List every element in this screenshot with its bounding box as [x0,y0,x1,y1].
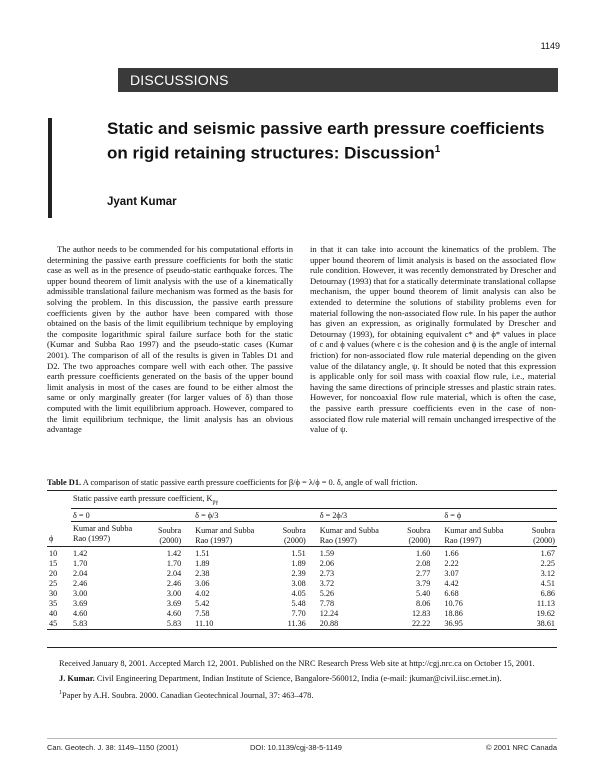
value-cell: 3.69 [166,598,182,608]
value-cell: 5.83 [73,618,88,628]
value-cell: 6.68 [444,588,459,598]
value-cell: 2.04 [166,568,182,578]
value-cell: 7.70 [291,608,306,618]
value-cell: 3.12 [540,568,555,578]
value-cell: 3.00 [166,588,182,598]
section-label: DISCUSSIONS [130,72,229,88]
value-cell: 12.83 [411,608,431,618]
col-header-kumar: Kumar and Subba Rao (1997) [195,525,255,545]
phi-cell: 15 [49,558,58,568]
group-header: δ = ϕ [432,508,557,521]
value-cell: 1.42 [166,548,182,558]
value-cell: 6.86 [540,588,555,598]
table-d1 [47,490,557,630]
value-cell: 4.42 [444,578,459,588]
footer-divider [47,738,557,739]
value-cell: 5.42 [195,598,210,608]
value-cell: 2.39 [291,568,306,578]
footer-journal: Can. Geotech. J. 38: 1149–1150 (2001) [47,743,179,752]
article-title [107,118,547,164]
value-cell: 1.59 [319,548,335,558]
phi-header: ϕ [49,533,54,543]
col-header-kumar: Kumar and Subba Rao (1997) [73,523,133,543]
value-cell: 3.06 [195,578,210,588]
col-header-kumar: Kumar and Subba Rao (1997) [444,525,504,545]
table-row [47,546,557,559]
footer-copyright: © 2001 NRC Canada [486,743,557,752]
value-cell: 2.73 [319,568,335,578]
table-caption-text: A comparison of static passive earth pressure coefficients for β/ϕ = λ/ϕ = 0. δ, angle of wall friction. [82,478,418,487]
value-cell: 1.70 [166,558,182,568]
value-cell: 1.51 [195,548,210,558]
author-name: Jyant Kumar [107,196,177,208]
value-cell: 4.02 [195,588,210,598]
section-banner [118,68,558,92]
value-cell: 3.72 [319,578,335,588]
value-cell: 7.58 [195,608,210,618]
col-header-kumar: Kumar and Subba Rao (1997) [319,525,379,545]
phi-cell: 25 [49,578,58,588]
value-cell: 1.66 [444,548,459,558]
col-header-soubra: Soubra (2000) [531,525,555,545]
value-cell: 2.46 [166,578,182,588]
value-cell: 2.06 [319,558,335,568]
value-cell: 36.95 [444,618,463,628]
value-cell: 2.04 [73,568,88,578]
table-row [47,569,557,579]
value-cell: 11.36 [287,618,306,628]
value-cell: 11.13 [536,598,555,608]
value-cell: 3.07 [444,568,459,578]
phi-cell: 20 [49,568,58,578]
table-super-header: Static passive earth pressure coefficient, $K_{p\gamma}$ [71,491,557,509]
value-cell: 4.51 [540,578,555,588]
group-header: δ = 2ϕ/3 [308,508,433,521]
affiliation-note: J. Kumar. Civil Engineering Department, Indian Institute of Science, Bangalore-560012, India (e-mail: jkumar@civil.iisc.ernet.in). [59,674,502,683]
table-row [47,619,557,630]
value-cell: 4.60 [166,608,182,618]
table-row [47,599,557,609]
page-number: 1149 [540,41,560,51]
phi-cell: 30 [49,588,58,598]
value-cell: 18.86 [444,608,463,618]
value-cell: 2.22 [444,558,459,568]
table-label: Table D1. [47,478,82,487]
title-footnote-mark: 1 [434,144,441,155]
value-cell: 20.88 [319,618,339,628]
value-cell: 1.60 [416,548,431,558]
value-cell: 2.46 [73,578,88,588]
col-header-soubra: Soubra (2000) [282,525,306,545]
table-row [47,559,557,569]
value-cell: 19.62 [536,608,555,618]
table-row [47,579,557,589]
footer-doi: DOI: 10.1139/cgj-38-5-1149 [250,743,342,752]
table-row [47,589,557,599]
value-cell: 1.89 [195,558,210,568]
value-cell: 2.25 [540,558,555,568]
value-cell: 10.76 [444,598,463,608]
value-cell: 5.48 [291,598,306,608]
value-cell: 2.08 [416,558,431,568]
table-row [47,609,557,619]
col-header-soubra: Soubra (2000) [157,525,182,545]
value-cell: 4.60 [73,608,88,618]
title-accent-bar [48,118,52,218]
value-cell: 4.05 [291,588,306,598]
value-cell: 5.83 [166,618,182,628]
value-cell: 2.77 [416,568,431,578]
value-cell: 22.22 [411,618,431,628]
body-column-right: in that it can take into account the kinematics of the problem. The upper bound theorem of limit analysis is based on the associated flow rule condition. However, it was recently demonstrated by Drescher and Detournay (1993) that for a statically determinate translational collapse mechanism, the upper bound theorem of limit analysis can also be extended to determine the solutions of stability problems even for material following the non-associated flow rule. In his paper the author has given an expression, as originally formulated by Drescher and Detournay (1993), for obtaining equivalent c* and ϕ* values in place of c and ϕ values (where c is the cohesion and ϕ is the angle of internal friction) for non-associated flow rule material depending on the given value of the dilatancy angle, ψ. It should be noted that this expression is applicable only for soil mass with coaxial flow rule, i.e., material having the same directions of principle stresses and plastic strain rates. However, for noncoaxial flow rule material, which is often the case, the passive earth pressure coefficients even in the case of non-associated flow rule material will remain unchanged irrespective of the value of ψ. [310,244,556,435]
phi-cell: 10 [49,548,58,558]
value-cell: 7.78 [319,598,335,608]
group-header: δ = 0 [71,508,183,521]
value-cell: 2.38 [195,568,210,578]
value-cell: 38.61 [536,618,555,628]
phi-cell: 40 [49,608,58,618]
phi-cell: 35 [49,598,58,608]
value-cell: 11.10 [195,618,214,628]
value-cell: 1.70 [73,558,88,568]
value-cell: 12.24 [319,608,339,618]
value-cell: 1.67 [540,548,555,558]
table-caption [47,478,557,487]
article-notes [47,647,557,705]
value-cell: 1.51 [291,548,306,558]
group-header: δ = ϕ/3 [183,508,308,521]
value-cell: 3.00 [73,588,88,598]
table-body [47,546,557,629]
value-cell: 8.06 [416,598,431,608]
footnote: $^1$Paper by A.H. Soubra. 2000. Canadian Geotechnical Journal, 37: 463–478. [59,690,314,700]
value-cell: 1.89 [291,558,306,568]
value-cell: 3.79 [416,578,431,588]
value-cell: 3.08 [291,578,306,588]
value-cell: 3.69 [73,598,88,608]
col-header-soubra: Soubra (2000) [407,525,431,545]
phi-cell: 45 [49,618,58,628]
body-column-left: The author needs to be commended for his computational efforts in determining the passive earth pressure coefficients for both the static case as well as in the presence of pseudo-static earthquake forces. The upper bound theorem of limit analysis with the use of a kinematically admissible translational failure mechanism was formed as the basis for solving the problem. In this discussion, the passive earth pressure coefficients given by the author have been compared with those obtained on the basis of the limit equilibrium technique by employing the composite logarithmic spiral failure surface both for the static (Kumar and Subba Rao 1997) and the pseudo-static cases (Kumar 2001). The comparison of all of the results is given in Tables D1 and D2. The two approaches compare well with each other. The passive earth pressure coefficients generated on the basis of the upper bound limit analysis in most of the cases are found to be either almost the same or only marginally greater (for larger values of δ) than those computed with the limit equilibrium approach. However, compared to the limit equilibrium technique, the limit analysis has an obvious advantage [47,244,293,435]
article-title-text: Static and seismic passive earth pressure coefficients on rigid retaining structures: Discussion [107,119,545,163]
value-cell: 1.42 [73,548,88,558]
received-note: Received January 8, 2001. Accepted March 12, 2001. Published on the NRC Research Press Web site at http://cgj.nrc.ca on October 15, 2001. [59,659,535,668]
value-cell: 5.26 [319,588,335,598]
value-cell: 5.40 [416,588,431,598]
